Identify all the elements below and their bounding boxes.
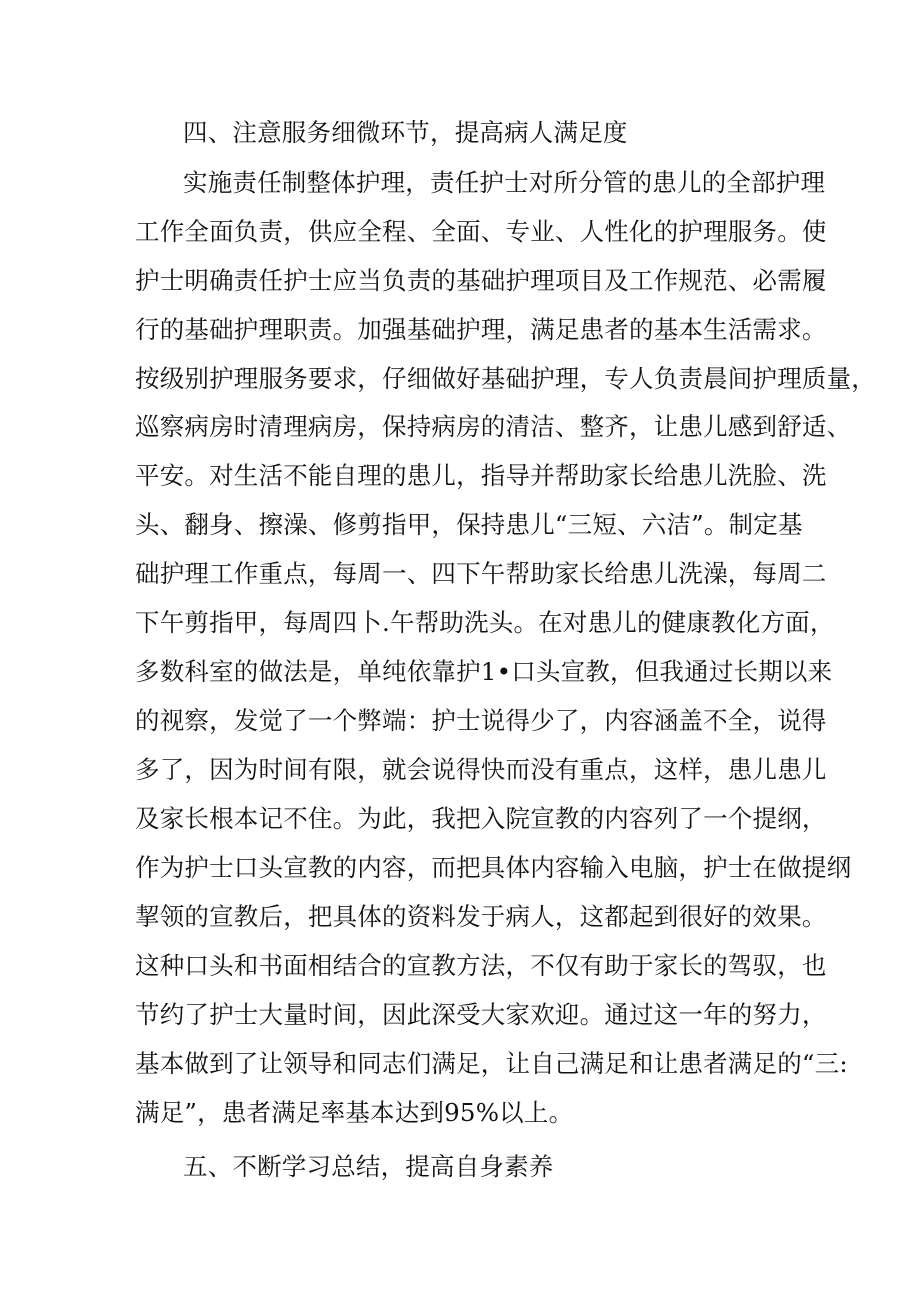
paragraph-line: 护士明确责任护士应当负责的基础护理项目及工作规范、必需履 [135,266,827,295]
paragraph-line: 下午剪指甲，每周四卜.午帮助洗头。在对患儿的健康教化方面， [135,608,835,637]
paragraph-line: 多了，因为时间有限，就会说得快而没有重点，这样，患儿患儿 [135,755,827,784]
section-heading-5: 五、不断学习总结，提高自身素养 [183,1152,554,1181]
paragraph-line: 及家长根本记不住。为此，我把入院宣教的内容列了一个提纲， [135,804,827,833]
section-heading-4: 四、注意服务细微环节，提高病人满足度 [183,118,628,147]
paragraph-line: 工作全面负责，供应全程、全面、专业、人性化的护理服务。使 [135,217,827,246]
paragraph-line: 巡察病房时清理病房，保持病房的清洁、整齐，让患儿感到舒适、 [135,412,852,441]
paragraph-line: 满足”，患者满足率基本达到95%以上。 [135,1098,574,1127]
paragraph-line: 平安。对生活不能自理的患儿，指导并帮助家长给患儿洗脸、洗 [135,461,827,490]
paragraph-line: 挈领的宣教后，把具体的资料发于病人，这都起到很好的效果。 [135,902,827,931]
paragraph-line: 础护理工作重点，每周一、四下午帮助家长给患儿洗澡，每周二 [135,559,827,588]
paragraph-line: 节约了护士大量时间，因此深受大家欢迎。通过这一年的努力， [135,1000,827,1029]
paragraph-line: 头、翻身、擦澡、修剪指甲，保持患儿“三短、六洁”。制定基 [135,510,803,539]
paragraph-line: 作为护士口头宣教的内容，而把具体内容输入电脑，护士在做提纲 [135,853,852,882]
paragraph-line: 行的基础护理职责。加强基础护理，满足患者的基本生活需求。 [135,315,827,344]
paragraph-line: 基本做到了让领导和同志们满足，让自己满足和让患者满足的“三: [135,1049,848,1078]
paragraph-line: 按级别护理服务要求，仔细做好基础护理，专人负责晨间护理质量， [135,364,876,393]
paragraph-line: 这种口头和书面相结合的宣教方法，不仅有助于家长的驾驭，也 [135,951,827,980]
paragraph-line: 的视察，发觉了一个弊端：护士说得少了，内容涵盖不全，说得 [135,706,827,735]
paragraph-line: 多数科室的做法是，单纯依靠护1•口头宣教，但我通过长期以来 [135,657,833,686]
paragraph-line: 实施责任制整体护理，责任护士对所分管的患儿的全部护理 [183,168,826,197]
